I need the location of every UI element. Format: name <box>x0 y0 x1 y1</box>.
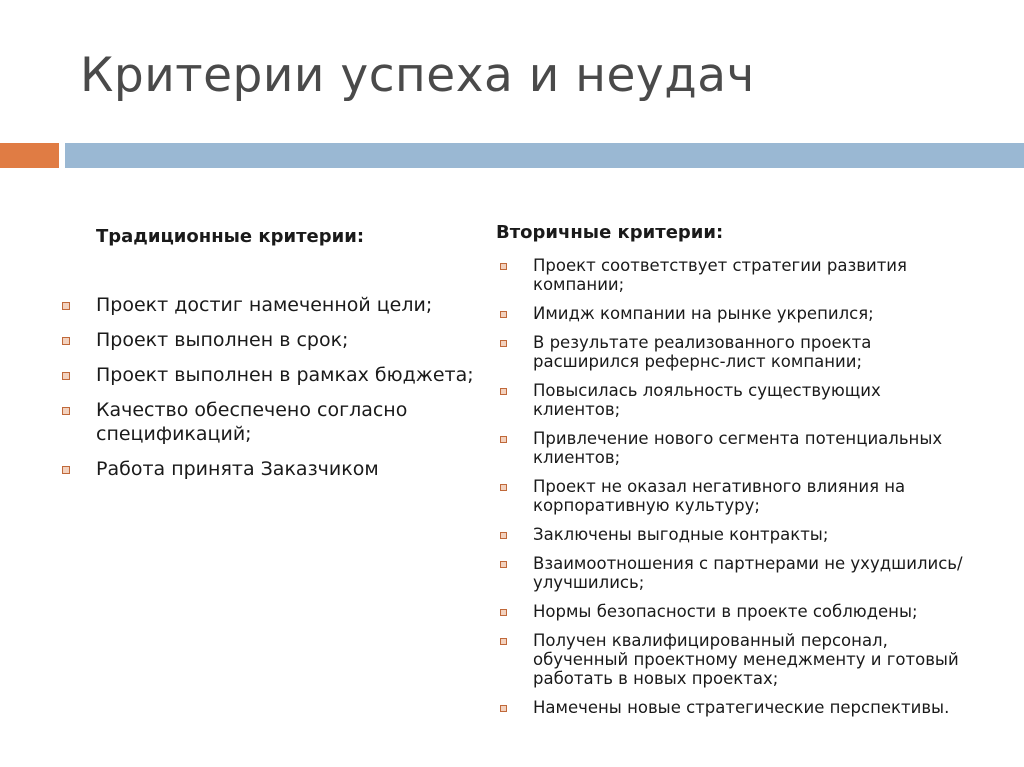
list-item-text: Имидж компании на рынке укрепился; <box>533 304 874 323</box>
list-item-text: Взаимоотношения с партнерами не ухудшились/улучшились; <box>533 554 963 592</box>
list-item <box>496 256 966 294</box>
square-bullet-icon <box>62 466 70 474</box>
list-item-text: Заключены выгодные контракты; <box>533 525 829 544</box>
square-bullet-icon <box>500 388 507 395</box>
list-item-text: Проект выполнен в срок; <box>96 329 349 351</box>
square-bullet-icon <box>500 705 507 712</box>
secondary-criteria-list <box>496 256 966 727</box>
list-item <box>58 363 478 387</box>
slide-title: Критерии успеха и неудач <box>80 48 755 103</box>
list-item-text: Качество обеспечено согласно спецификаций; <box>96 399 408 445</box>
accent-bar <box>0 143 59 168</box>
list-item <box>496 602 966 621</box>
list-item <box>496 304 966 323</box>
square-bullet-icon <box>62 407 70 415</box>
square-bullet-icon <box>500 311 507 318</box>
list-item-text: Повысилась лояльность существующих клиентов; <box>533 381 881 419</box>
secondary-criteria-heading: Вторичные критерии: <box>496 222 724 243</box>
list-item-text: Работа принята Заказчиком <box>96 458 379 480</box>
list-item-text: Проект достиг намеченной цели; <box>96 294 433 316</box>
square-bullet-icon <box>500 561 507 568</box>
square-bullet-icon <box>500 609 507 616</box>
list-item-text: Намечены новые стратегические перспективы. <box>533 698 950 717</box>
list-item-text: Привлечение нового сегмента потенциальных клиентов; <box>533 429 943 467</box>
list-item-text: Нормы безопасности в проекте соблюдены; <box>533 602 918 621</box>
list-item <box>496 698 966 717</box>
list-item <box>496 333 966 371</box>
square-bullet-icon <box>62 302 70 310</box>
list-item <box>496 554 966 592</box>
traditional-criteria-heading: Традиционные критерии: <box>96 226 365 247</box>
square-bullet-icon <box>500 263 507 270</box>
list-item <box>496 631 966 688</box>
list-item <box>496 429 966 467</box>
list-item <box>58 457 478 481</box>
list-item-text: Проект выполнен в рамках бюджета; <box>96 364 474 386</box>
traditional-criteria-list <box>58 293 478 492</box>
list-item <box>496 477 966 515</box>
square-bullet-icon <box>500 340 507 347</box>
square-bullet-icon <box>500 484 507 491</box>
square-bullet-icon <box>62 337 70 345</box>
square-bullet-icon <box>500 638 507 645</box>
list-item-text: В результате реализованного проекта расширился рефернс-лист компании; <box>533 333 872 371</box>
list-item-text: Проект не оказал негативного влияния на корпоративную культуру; <box>533 477 906 515</box>
list-item <box>58 328 478 352</box>
square-bullet-icon <box>500 436 507 443</box>
square-bullet-icon <box>500 532 507 539</box>
list-item-text: Получен квалифицированный персонал, обученный проектному менеджменту и готовый работать в новых проектах; <box>533 631 959 688</box>
title-underline-bar <box>65 143 1024 168</box>
list-item-text: Проект соответствует стратегии развития компании; <box>533 256 907 294</box>
list-item <box>58 293 478 317</box>
list-item <box>496 381 966 419</box>
square-bullet-icon <box>62 372 70 380</box>
list-item <box>496 525 966 544</box>
list-item <box>58 398 478 446</box>
